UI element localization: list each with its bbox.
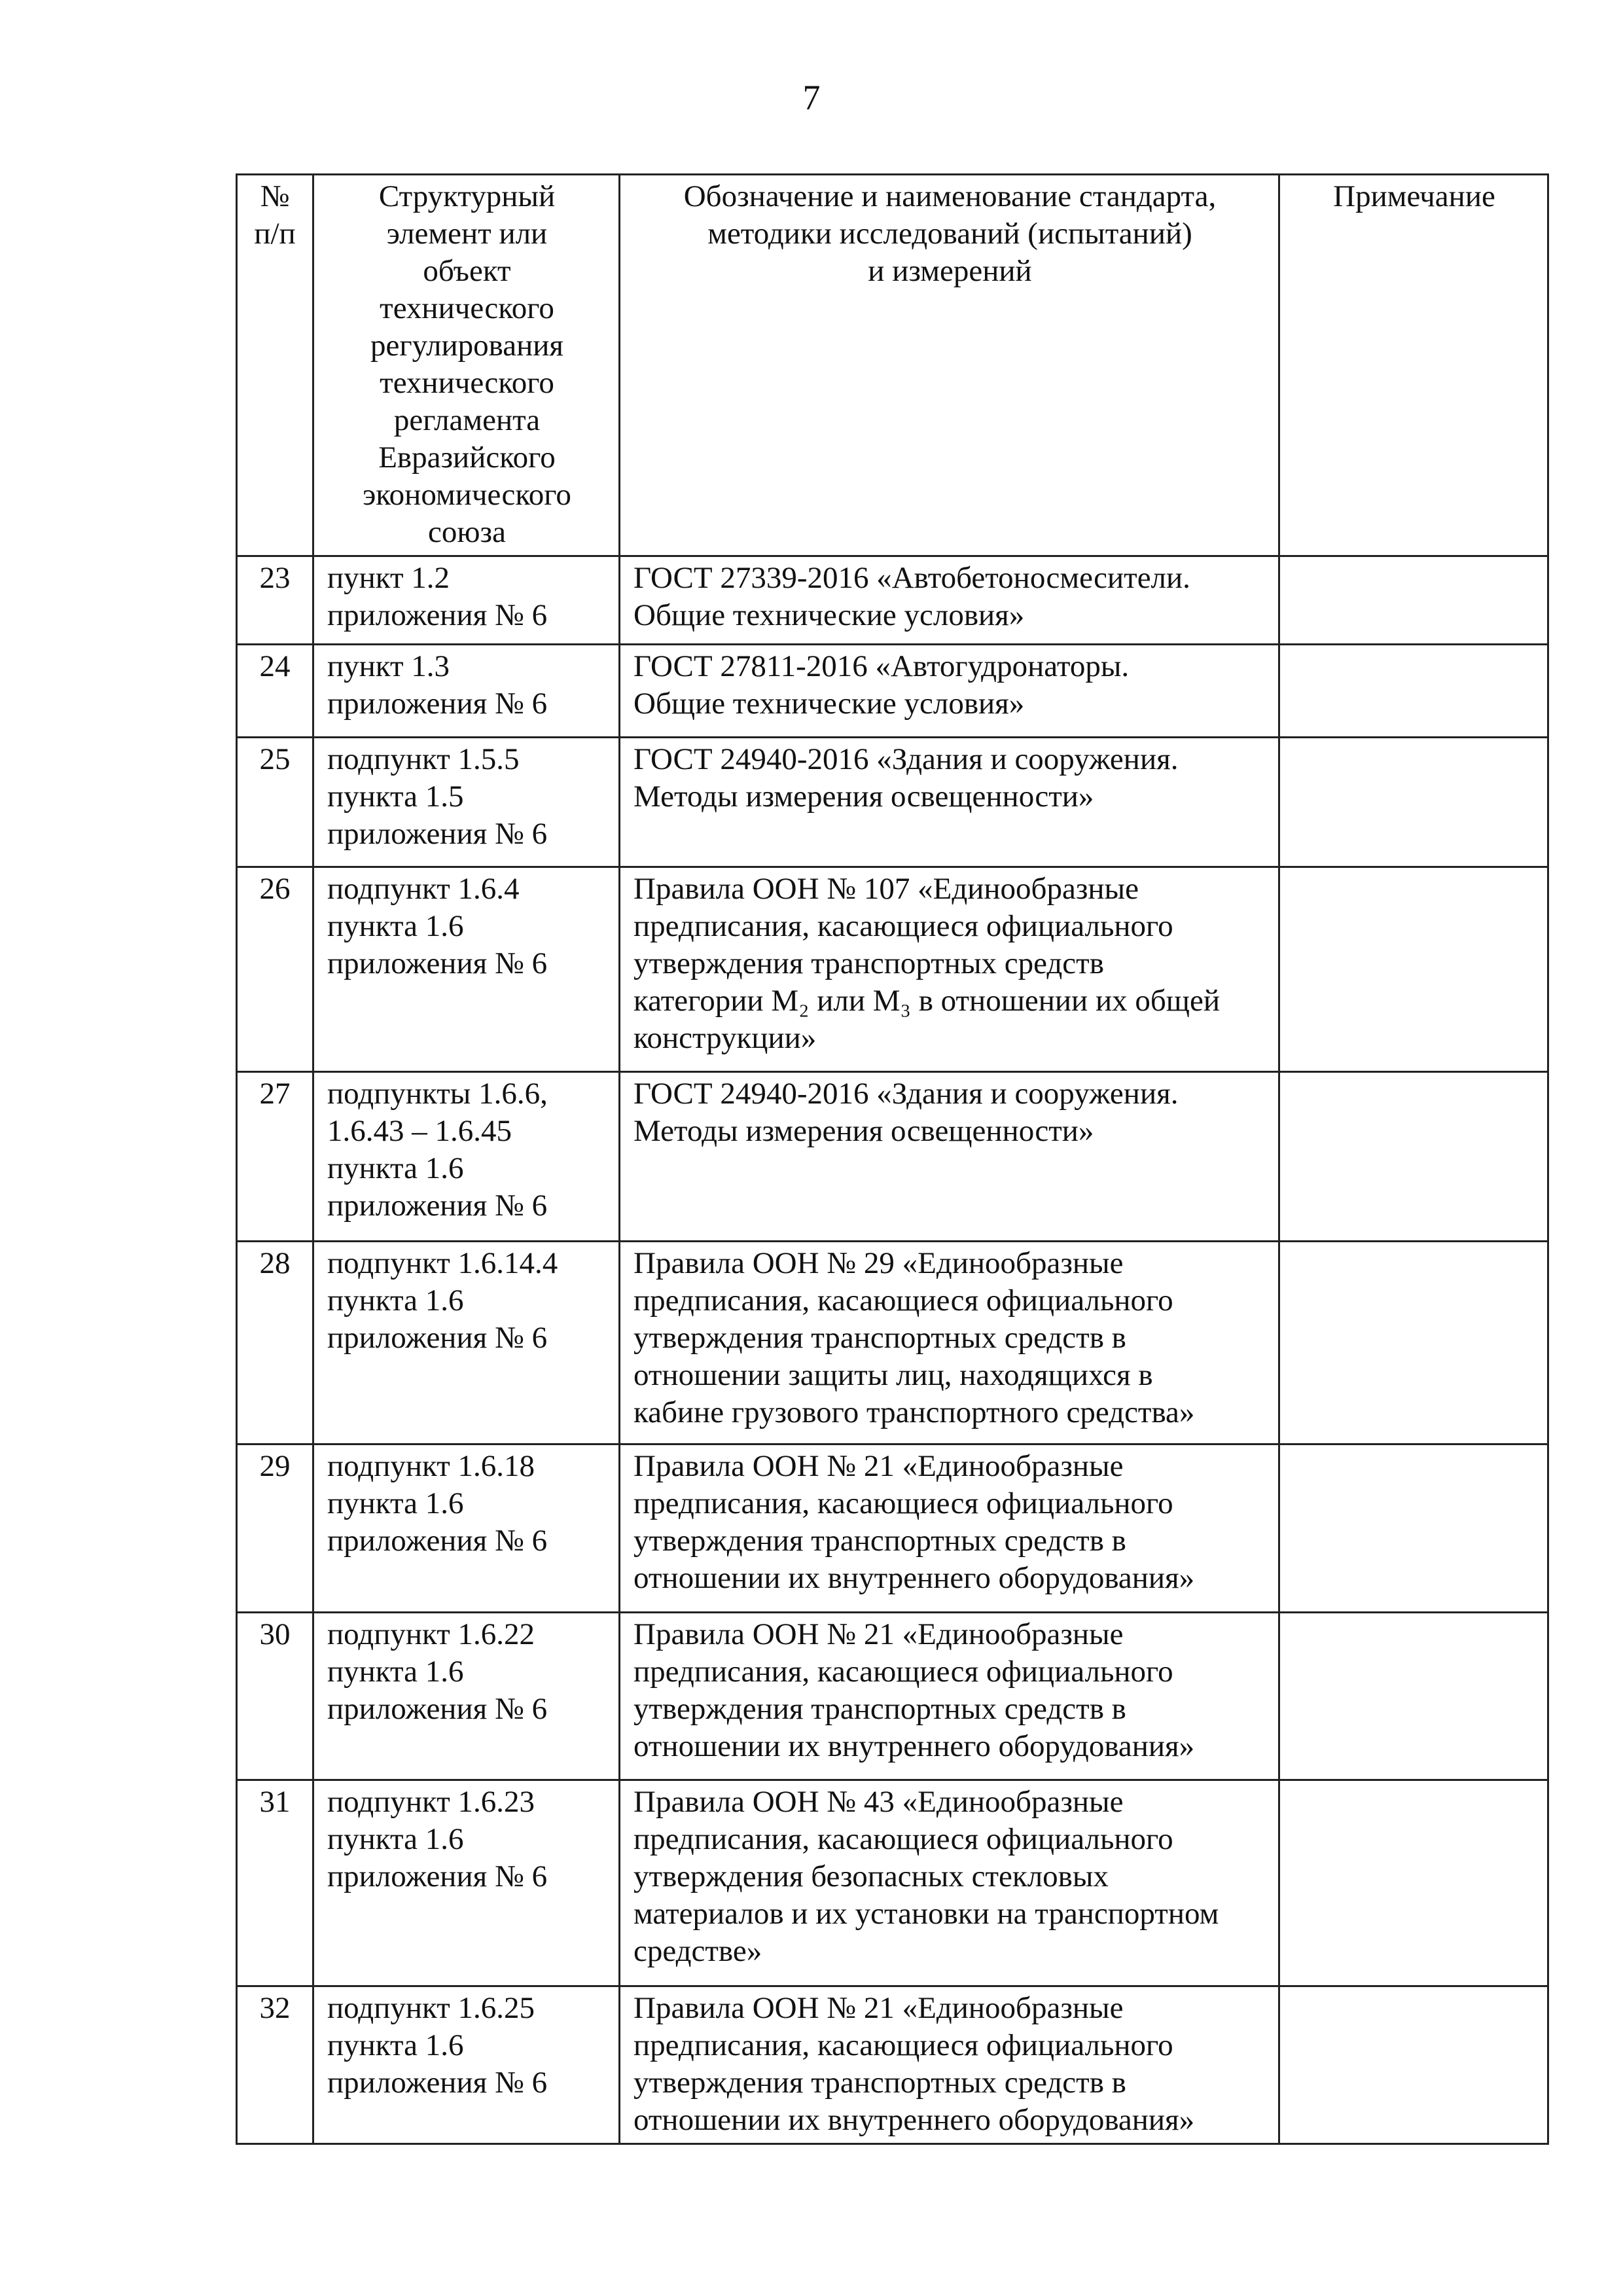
note-cell <box>1279 1444 1548 1613</box>
cell-text-line: пункта 1.6 <box>327 1283 464 1318</box>
note-cell <box>1279 1780 1548 1986</box>
cell-text-line: Правила ООН № 21 «Единообразные <box>633 1991 1124 2025</box>
standard-cell <box>620 1444 1279 1613</box>
cell-text-line: утверждения транспортных средств в <box>633 1321 1126 1355</box>
cell-text-line: и измерений <box>868 254 1032 288</box>
cell-text-line: утверждения транспортных средств в <box>633 2066 1126 2100</box>
cell-text-line: средстве» <box>633 1934 762 1968</box>
page-number: 7 <box>802 78 821 117</box>
structural-element-cell <box>313 1444 620 1613</box>
cell-text-line: Правила ООН № 43 «Единообразные <box>633 1785 1124 1819</box>
structural-element-cell <box>313 1072 620 1242</box>
cell-text-line: предписания, касающиеся официального <box>633 1283 1173 1318</box>
header-element <box>313 175 620 556</box>
row-number: 25 <box>237 738 313 867</box>
table-row <box>237 738 1548 867</box>
cell-text-line: Евразийского <box>378 440 556 475</box>
structural-element-cell <box>313 738 620 867</box>
note-cell <box>1279 1613 1548 1780</box>
cell-text-line: ГОСТ 27339-2016 «Автобетоносмесители. <box>633 561 1190 595</box>
cell-text-line: технического <box>380 291 554 325</box>
structural-element-cell <box>313 1986 620 2144</box>
structural-element-cell <box>313 1242 620 1444</box>
structural-element-cell <box>313 1780 620 1986</box>
header-num <box>237 175 313 556</box>
table-row <box>237 1986 1548 2144</box>
header-standard <box>620 175 1279 556</box>
cell-text-line: Правила ООН № 21 «Единообразные <box>633 1617 1124 1651</box>
cell-text-line: технического <box>380 366 554 400</box>
cell-text-line: пункта 1.6 <box>327 1486 464 1520</box>
cell-text-line: подпункт 1.6.22 <box>327 1617 535 1651</box>
cell-text-line: подпункт 1.6.4 <box>327 872 520 906</box>
cell-text-line: элемент или <box>386 217 548 251</box>
cell-text-line: пункт 1.2 <box>327 561 450 595</box>
cell-text-line: предписания, касающиеся официального <box>633 1486 1173 1520</box>
cell-text-line: ГОСТ 24940-2016 «Здания и сооружения. <box>633 742 1179 776</box>
note-cell <box>1279 1986 1548 2144</box>
table-row <box>237 645 1548 738</box>
cell-text-line: подпункт 1.6.14.4 <box>327 1246 558 1280</box>
cell-text-line: подпункт 1.6.23 <box>327 1785 535 1819</box>
standard-cell <box>620 1613 1279 1780</box>
cell-text-line: приложения № 6 <box>327 1524 548 1558</box>
row-number: 23 <box>237 556 313 645</box>
cell-text-line: приложения № 6 <box>327 1189 548 1223</box>
cell-text-line: пункта 1.6 <box>327 1151 464 1185</box>
cell-text-line: пункта 1.6 <box>327 1655 464 1689</box>
cell-text-line: экономического <box>363 478 571 512</box>
cell-text-line: Правила ООН № 29 «Единообразные <box>633 1246 1124 1280</box>
cell-text-line: утверждения транспортных средств <box>633 946 1104 980</box>
table-header-row <box>237 175 1548 556</box>
cell-text-line: приложения № 6 <box>327 946 548 980</box>
cell-text-line: утверждения безопасных стекловых <box>633 1859 1109 1893</box>
structural-element-cell <box>313 645 620 738</box>
standard-cell <box>620 556 1279 645</box>
cell-text-line: пункта 1.6 <box>327 909 464 943</box>
cell-text-line: Методы измерения освещенности» <box>633 1114 1094 1148</box>
cell-text-line: регламента <box>393 403 541 437</box>
cell-text-line: предписания, касающиеся официального <box>633 1822 1173 1856</box>
cell-text-line: Методы измерения освещенности» <box>633 780 1094 814</box>
cell-text-line: приложения № 6 <box>327 687 548 721</box>
note-cell <box>1279 556 1548 645</box>
cell-text-line: п/п <box>254 217 296 251</box>
standard-cell <box>620 1780 1279 1986</box>
cell-text-line: подпункт 1.5.5 <box>327 742 520 776</box>
cell-text-line: ГОСТ 24940-2016 «Здания и сооружения. <box>633 1077 1179 1111</box>
cell-text-line: Обозначение и наименование стандарта, <box>683 179 1217 213</box>
cell-text-line: подпункты 1.6.6, <box>327 1077 548 1111</box>
table-row <box>237 556 1548 645</box>
cell-text-line: утверждения транспортных средств в <box>633 1692 1126 1726</box>
table-row <box>237 1780 1548 1986</box>
cell-text-line: пункт 1.3 <box>327 649 450 683</box>
cell-text-line: методики исследований (испытаний) <box>707 217 1192 251</box>
row-number: 32 <box>237 1986 313 2144</box>
structural-element-cell <box>313 867 620 1072</box>
row-number: 27 <box>237 1072 313 1242</box>
cell-text-line: приложения № 6 <box>327 1859 548 1893</box>
cell-text-line: пункта 1.6 <box>327 2028 464 2062</box>
cell-text-line: отношении защиты лиц, находящихся в <box>633 1358 1153 1392</box>
cell-text-line: материалов и их установки на транспортном <box>633 1897 1219 1931</box>
row-number: 29 <box>237 1444 313 1613</box>
standard-cell <box>620 738 1279 867</box>
cell-text-line: объект <box>423 254 511 288</box>
cell-text-line: утверждения транспортных средств в <box>633 1524 1126 1558</box>
cell-text-line: предписания, касающиеся официального <box>633 1655 1173 1689</box>
structural-element-cell <box>313 556 620 645</box>
header-note <box>1279 175 1548 556</box>
cell-text-line: ГОСТ 27811-2016 «Автогудронаторы. <box>633 649 1130 683</box>
cell-text-line: регулирования <box>370 329 564 363</box>
cell-text-line: 1.6.43 – 1.6.45 <box>327 1114 512 1148</box>
cell-text-line: приложения № 6 <box>327 817 548 851</box>
table-row <box>237 1444 1548 1613</box>
cell-text-line: пункта 1.6 <box>327 1822 464 1856</box>
cell-text-line: Структурный <box>378 179 556 213</box>
cell-text-line: № <box>260 179 290 213</box>
table-row <box>237 1613 1548 1780</box>
cell-text-line: предписания, касающиеся официального <box>633 909 1173 943</box>
row-number: 31 <box>237 1780 313 1986</box>
table-row <box>237 1072 1548 1242</box>
row-number: 30 <box>237 1613 313 1780</box>
standard-cell <box>620 867 1279 1072</box>
structural-element-cell <box>313 1613 620 1780</box>
cell-text-line: приложения № 6 <box>327 2066 548 2100</box>
cell-text-line: отношении их внутреннего оборудования» <box>633 1561 1195 1595</box>
standard-cell <box>620 1242 1279 1444</box>
cell-text-line: приложения № 6 <box>327 1692 548 1726</box>
cell-text-line: подпункт 1.6.25 <box>327 1991 535 2025</box>
row-number: 24 <box>237 645 313 738</box>
cell-text-line: Правила ООН № 21 «Единообразные <box>633 1449 1124 1483</box>
cell-text-line: конструкции» <box>633 1021 817 1055</box>
standard-cell <box>620 645 1279 738</box>
cell-text-line: пункта 1.5 <box>327 780 464 814</box>
note-cell <box>1279 867 1548 1072</box>
cell-text-line: отношении их внутреннего оборудования» <box>633 1729 1195 1763</box>
cell-text-line: категории M₂ или M₃ в отношении их общей <box>633 984 1220 1018</box>
cell-text-line: союза <box>428 515 506 549</box>
cell-text-line: кабине грузового транспортного средства» <box>633 1395 1195 1429</box>
note-cell <box>1279 738 1548 867</box>
standard-cell <box>620 1072 1279 1242</box>
standard-cell <box>620 1986 1279 2144</box>
row-number: 28 <box>237 1242 313 1444</box>
cell-text-line: Правила ООН № 107 «Единообразные <box>633 872 1139 906</box>
table-row <box>237 867 1548 1072</box>
cell-text-line: Общие технические условия» <box>633 687 1025 721</box>
cell-text-line: приложения № 6 <box>327 598 548 632</box>
cell-text-line: Общие технические условия» <box>633 598 1025 632</box>
note-cell <box>1279 1072 1548 1242</box>
cell-text-line: приложения № 6 <box>327 1321 548 1355</box>
table-row <box>237 1242 1548 1444</box>
cell-text-line: отношении их внутреннего оборудования» <box>633 2103 1195 2137</box>
note-cell <box>1279 645 1548 738</box>
cell-text-line: подпункт 1.6.18 <box>327 1449 535 1483</box>
row-number: 26 <box>237 867 313 1072</box>
standards-table <box>236 173 1549 2145</box>
note-cell <box>1279 1242 1548 1444</box>
cell-text-line: предписания, касающиеся официального <box>633 2028 1173 2062</box>
cell-text-line: Примечание <box>1333 179 1495 213</box>
